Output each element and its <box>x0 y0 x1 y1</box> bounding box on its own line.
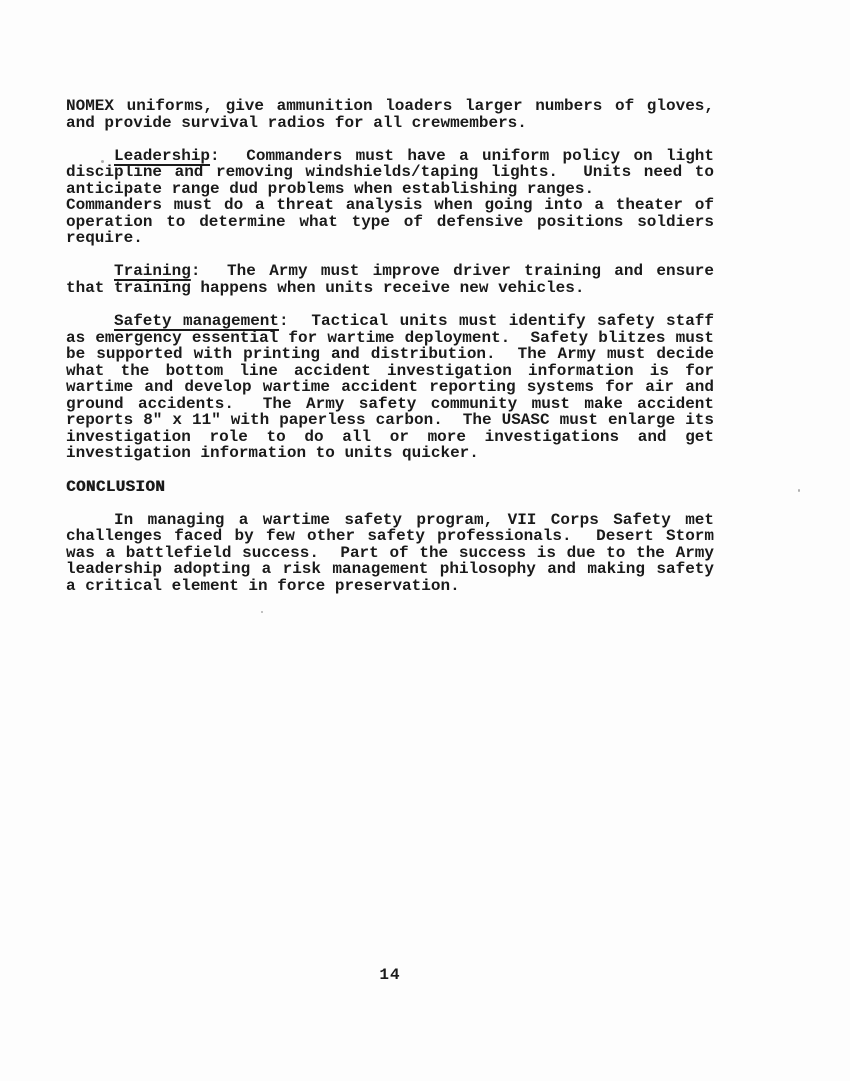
underlined-term: Training <box>114 262 191 281</box>
text-run: investigation information to units quicker. <box>66 444 479 463</box>
text-line <box>66 545 714 562</box>
text-line <box>66 363 714 380</box>
text-line <box>66 479 714 496</box>
text-run: NOMEX uniforms, give ammunition loaders larger numbers of gloves, <box>66 97 714 115</box>
underlined-term: Safety management <box>114 312 280 331</box>
scan-speck <box>798 489 800 492</box>
text-line <box>66 164 714 181</box>
text-run: : The Army must improve driver training and ensure <box>190 262 714 281</box>
text-run: leadership adopting a risk management philosophy and making safety <box>66 560 714 579</box>
text-run: challenges faced by few other safety professionals. Desert Storm <box>66 527 714 546</box>
text-line <box>66 98 714 115</box>
text-line <box>66 578 714 595</box>
text-run: In managing a wartime safety program, VII Corps Safety met <box>114 510 714 529</box>
text-run: require. <box>66 229 143 248</box>
training-paragraph <box>66 263 714 296</box>
opening-paragraph <box>66 98 714 131</box>
text-run: wartime and develop wartime accident reporting systems for air and <box>66 378 714 397</box>
text-line <box>66 280 714 297</box>
text-line <box>66 330 714 347</box>
text-line <box>66 396 714 413</box>
conclusion-paragraph <box>66 512 714 595</box>
text-line <box>66 230 714 247</box>
text-line <box>66 181 714 198</box>
text-run: as emergency essential for wartime deployment. Safety blitzes must <box>66 328 714 347</box>
text-line <box>66 313 714 330</box>
leadership-paragraph <box>66 148 714 247</box>
text-run: investigation role to do all or more investigations and get <box>66 427 714 446</box>
text-line <box>66 429 714 446</box>
text-line <box>66 379 714 396</box>
text-run: be supported with printing and distribution. The Army must decide <box>66 345 714 364</box>
text-run: discipline and removing windshields/taping lights. Units need to <box>66 163 714 182</box>
text-run: ground accidents. The Army safety community must make accident <box>66 394 714 413</box>
text-run: : Tactical units must identify safety staff <box>279 312 714 331</box>
text-line <box>66 263 714 280</box>
text-line <box>66 512 714 529</box>
text-run: CONCLUSION <box>66 477 166 496</box>
scan-speck <box>101 160 104 163</box>
text-run: and provide survival radios for all crewmembers. <box>66 113 527 132</box>
page-number: 14 <box>379 966 401 984</box>
text-line <box>66 445 714 462</box>
text-run: was a battlefield success. Part of the success is due to the Army <box>66 543 714 562</box>
conclusion-heading <box>66 479 714 496</box>
text-line <box>66 148 714 165</box>
text-run: what the bottom line accident investigation information is for <box>66 361 714 380</box>
text-run: that training happens when units receive new vehicles. <box>66 279 585 298</box>
text-run: a critical element in force preservation. <box>66 576 460 595</box>
page-content <box>66 98 714 594</box>
text-line <box>66 561 714 578</box>
text-run: anticipate range dud problems when establishing ranges. <box>66 179 595 198</box>
scan-speck <box>261 611 263 613</box>
text-line <box>66 412 714 429</box>
safety-management-paragraph <box>66 313 714 462</box>
underlined-term: Leadership <box>114 146 211 165</box>
text-line <box>66 346 714 363</box>
text-run: reports 8" x 11" with paperless carbon. The USASC must enlarge its <box>66 411 714 430</box>
text-line <box>66 528 714 545</box>
text-line <box>66 214 714 231</box>
text-line <box>66 115 714 132</box>
text-run: : Commanders must have a uniform policy on light <box>210 146 714 165</box>
text-run: Commanders must do a threat analysis when going into a theater of <box>66 196 714 215</box>
text-run: operation to determine what type of defensive positions soldiers <box>66 212 714 231</box>
text-line <box>66 197 714 214</box>
